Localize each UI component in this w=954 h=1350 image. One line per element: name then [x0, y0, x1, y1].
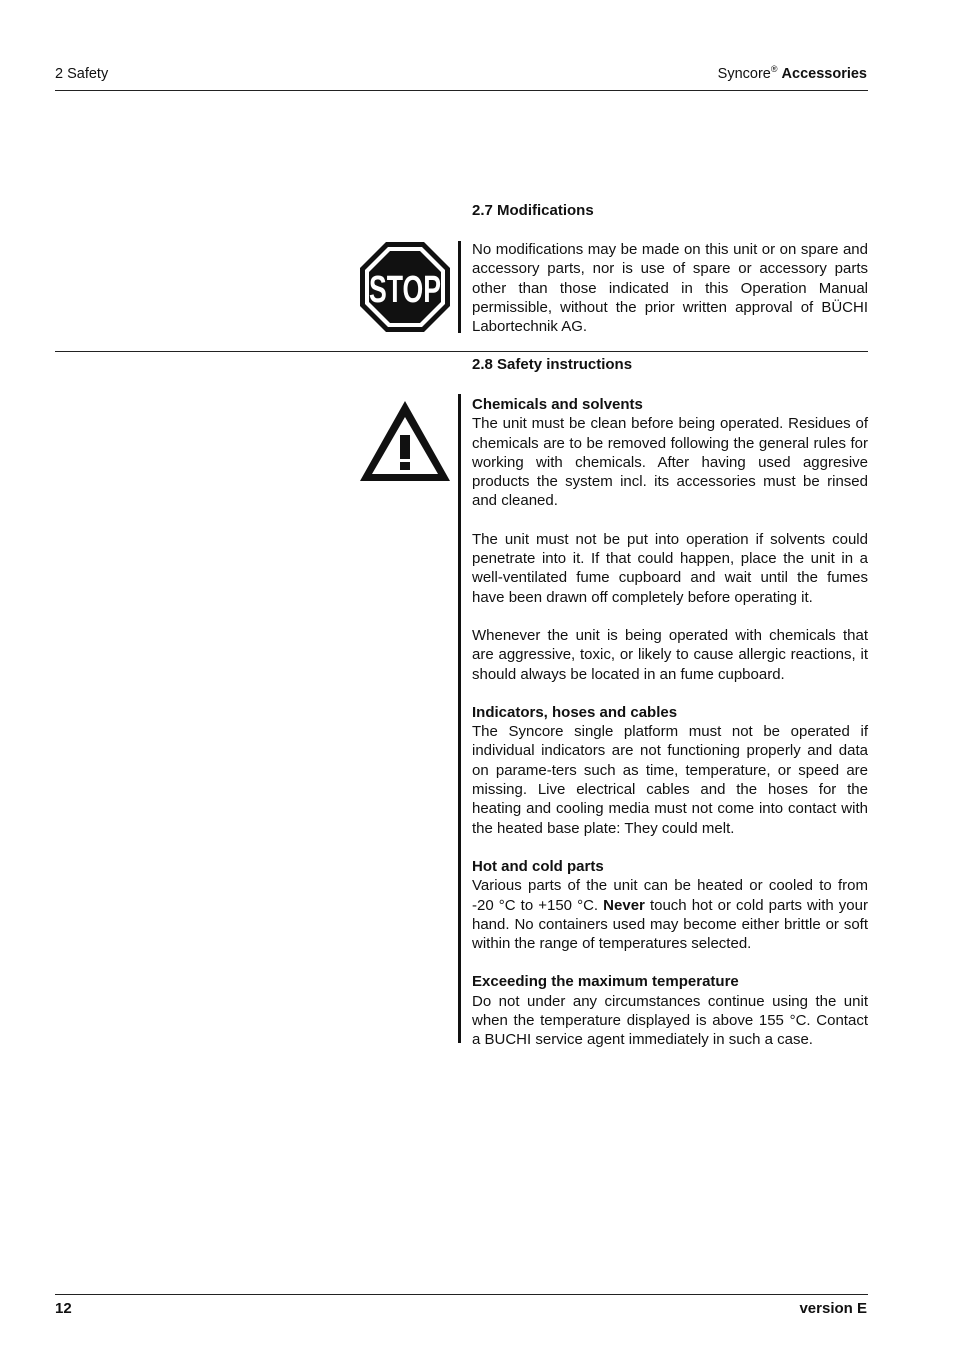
product-name: Syncore: [717, 66, 771, 82]
hot-cold-text-after: touch hot or cold parts with your hand. No containers used may become either brittle or soft within the range of temperatures selected.: [472, 896, 868, 953]
stop-sign-icon: [359, 241, 451, 333]
indicators-heading: Indicators, hoses and cables: [472, 703, 678, 721]
hot-cold-heading: Hot and cold parts: [472, 857, 604, 875]
product-suffix: Accessories: [781, 66, 867, 82]
chemicals-paragraph-3: Whenever the unit is being operated with chemicals that are aggressive, toxic, or likely to cause allergic reactions, it should always be located in an fume cupboard.: [472, 626, 868, 683]
header-rule: [55, 90, 868, 91]
section-divider-rule: [55, 351, 868, 352]
section-28-content: [472, 395, 868, 1050]
document-version: version E: [799, 1300, 867, 1317]
chemicals-paragraph-2: The unit must not be put into operation if solvents could penetrate into it. If that could happen, place the unit in a well-ventilated fume cupboard and wait until the fumes have been drawn off completely before operating it.: [472, 530, 868, 606]
max-temp-heading: Exceeding the maximum temperature: [472, 973, 739, 991]
hot-cold-text-before: Various parts of the unit can be heated or cooled to from -20 °C to +150 °C.: [472, 877, 868, 914]
stop-sign-label: STOP: [369, 269, 441, 311]
section-27-margin-bar: [458, 241, 461, 333]
footer-rule: [55, 1294, 868, 1295]
section-28-title: 2.8 Safety instructions: [472, 356, 633, 373]
running-header-product: [718, 66, 867, 82]
chemicals-paragraph-1: The unit must be clean before being operated. Residues of chemicals are to be removed following the general rules for working with chemicals. After having used aggresive products the system incl. its accessories must be rinsed and cleaned.: [472, 415, 868, 510]
hot-cold-paragraph: [472, 876, 868, 953]
warning-triangle-icon: [359, 400, 451, 482]
max-temp-paragraph: Do not under any circumstances continue using the unit when the temperature displayed is above 155 °C. Contact a BUCHI service agent immediately in such a case.: [472, 992, 868, 1049]
indicators-paragraph: The Syncore single platform must not be operated if individual indicators are not functioning properly and data on parame-ters such as time, temperature, or speed are missing. Live electrical cables and the hoses for the heating and cooling media must not come into contact with the heated base plate: They could melt.: [472, 723, 868, 837]
registered-mark: ®: [770, 64, 778, 75]
section-27-body: No modifications may be made on this unit or on spare and accessory parts, nor is use of spare or accessory parts other than those indicated in this Operation Manual permissible, without the prior written approval of BÜCHI Labortechnik AG.: [472, 241, 868, 336]
page-number: 12: [55, 1300, 72, 1317]
section-28-margin-bar: [458, 394, 461, 1043]
hot-cold-never: Never: [603, 896, 645, 914]
chemicals-heading: Chemicals and solvents: [472, 396, 643, 413]
running-header-section: 2 Safety: [55, 66, 109, 82]
section-27-title: 2.7 Modifications: [472, 202, 594, 219]
